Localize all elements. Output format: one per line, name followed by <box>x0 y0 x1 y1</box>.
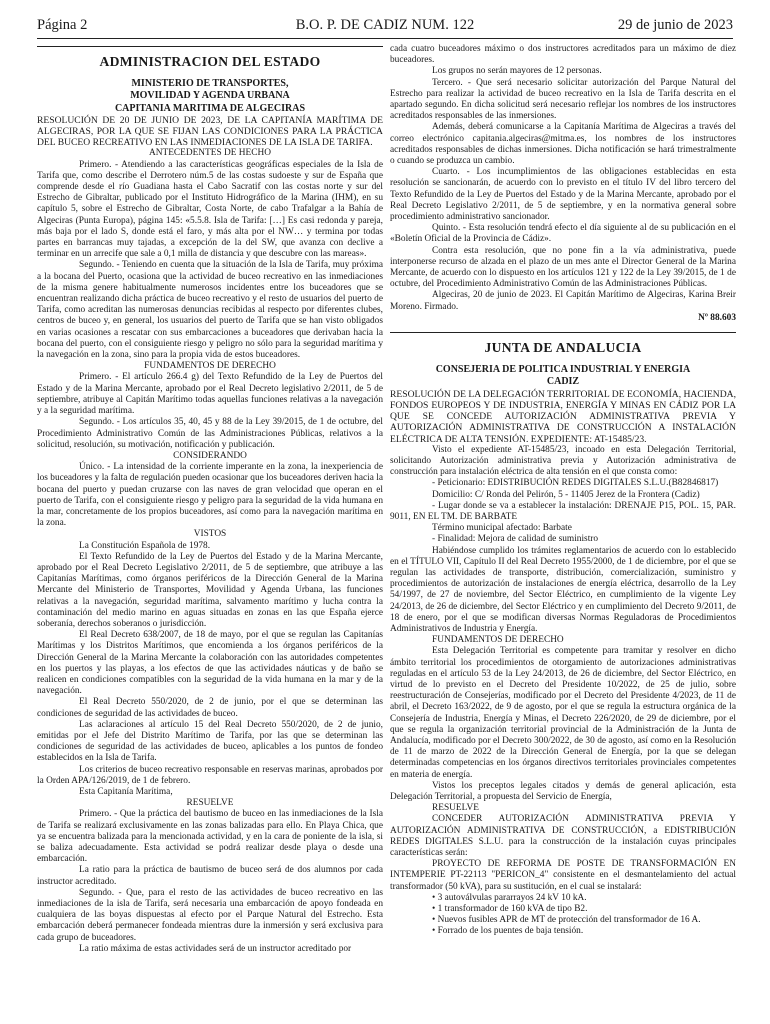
list-item: • Nuevos fusibles APR de MT de protección del transformador de 16 A. <box>432 915 701 926</box>
page-header <box>37 12 733 34</box>
header-rule <box>37 38 733 39</box>
paragraph: Primero. - Atendiendo a las características geográficas especiales de la Isla de Tarifa que, como describe el Derrotero núm.5 de las costas sudoeste y sur de España que comprende desde el río Guadiana hasta el Cabo Sacratif con las costas norte y sur del Estrecho de Gibraltar, publicado por el Instituto Hidrográfico de la Marina (IHM), en su capítulo 5, sobre el Estrecho de Gibraltar, Costa Norte, de cabo Trafalgar a la Bahía de Algeciras (Punta Europa), página 145: «5.5.8. Isla de Tarifa: […] Es casi redonda y pareja, más baja por el lado S, donde está el faro, y más alta por el NW… y termina por todas partes en barrancas muy tajadas, a excepción de la del SW, que avanza con declive a terminar en un arrecife que sale a 0,1 milla de distancia y que descubre con las mareas». <box>37 159 383 260</box>
heading-fundamentos: FUNDAMENTOS DE DERECHO <box>432 635 564 646</box>
issue-date: 29 de junio de 2023 <box>617 17 733 33</box>
section-divider <box>390 332 736 356</box>
section-divider <box>37 46 383 67</box>
section-title: ADMINISTRACION DEL ESTADO <box>99 54 321 69</box>
ministry-line: MINISTERIO DE TRANSPORTES, <box>131 78 289 90</box>
paragraph: cada cuatro buceadores máximo o dos instructores acreditados para un máximo de diez buceadores. <box>390 44 736 66</box>
paragraph: Esta Delegación Territorial es competente para tramitar y resolver en dicho ámbito territorial los procedimientos de otorgamiento de autorizaciones administrativas reguladas en el artículo 53 de la Ley 24/2013, de 26 de diciembre, del Sector Eléctrico, en virtud de lo previsto en el Decreto del Presidente 10/2022, de 25 de julio, sobre reestructuración de Consejerías, modificado por el Decreto del Presidente 4/2023, de 11 de abril, el Decreto 163/2022, de 9 de agosto, por el que se regula la estructura orgánica de la Consejería de Industria, Energía y Minas, el Decreto 226/2020, de 29 de diciembre, por el que se regula la organización territorial provincial de la Administración de la Junta de Andalucía, modificado por el Decreto 300/2022, de 30 de agosto, así como en la Resolución de 11 de marzo de 2022 de la Dirección General de Energía, por la que se delegan determinadas competencias en los órganos directivos territoriales provinciales competentes en materia de energía. <box>390 646 736 780</box>
paragraph: Visto el expediente AT-15485/23, incoado en esta Delegación Territorial, solicitando Autorización administrativa previa y Autorización administrativa de construcción para instalación eléctrica de alta tensión en el que consta como: <box>390 444 736 478</box>
paragraph: CONCEDER AUTORIZACIÓN ADMINISTRATIVA PREVIA Y AUTORIZACIÓN ADMINISTRATIVA DE CONSTRUCCIÓN, a EDISTRIBUCIÓN REDES DIGITALES S.L.U. para la construcción de la instalación cuyas principales características serán: <box>390 814 736 859</box>
paragraph: Tercero. - Que será necesario solicitar autorización del Parque Natural del Estrecho para realizar la actividad de buceo recreativo en la Isla de Tarifa descrita en el apartado segundo. En dicha solicitud será necesario reflejar los nombres de los instructores acreditados responsables de las inmersiones. <box>390 77 736 122</box>
paragraph: Los criterios de buceo recreativo responsable en reservas marinas, aprobados por la Orden APA/126/2019, de 1 de febrero. <box>37 764 383 786</box>
paragraph: Vistos los preceptos legales citados y demás de general aplicación, esta Delegación Territorial, a propuesta del Servicio de Energía, <box>390 780 736 802</box>
right-column <box>390 44 736 938</box>
paragraph: La ratio para la práctica de bautismo de buceo será de dos alumnos por cada instructor acreditado. <box>37 865 383 887</box>
paragraph: - Finalidad: Mejora de calidad de suministro <box>432 534 599 545</box>
left-column <box>37 44 383 955</box>
resolution-title: RESOLUCIÓN DE 20 DE JUNIO DE 2023, DE LA CAPITANÍA MARÍTIMA DE ALGECIRAS, POR LA QUE SE FIJAN LAS CONDICIONES PARA LA PRÁCTICA DEL BUCEO RECREATIVO EN LAS INMEDIACIONES DE LA ISLA DE TARIFA. <box>37 114 383 149</box>
resolution-title: RESOLUCIÓN DE LA DELEGACIÓN TERRITORIAL DE ECONOMÍA, HACIENDA, FONDOS EUROPEOS Y DE INDUSTRIA, ENERGÍA Y MINAS EN CÁDIZ POR LA QUE SE CONCEDE AUTORIZACIÓN ADMINISTRATIVA PREVIA Y AUTORIZACIÓN ADMINISTRATIVA DE CONSTRUCCIÓN A INSTALACIÓN ELÉCTRICA DE ALTA TENSIÓN. EXPEDIENTE: AT-15485/23. <box>390 388 736 445</box>
page-number: Página 2 <box>37 17 88 33</box>
paragraph: Las aclaraciones al artículo 15 del Real Decreto 550/2020, de 2 de junio, emitidas por el Jefe del Distrito Marítimo de Tarifa, por las que se determinan las condiciones de seguridad de las actividades de buceo, aplicables a los puntos de fondeo establecidos en la Isla de Tarifa. <box>37 719 383 764</box>
paragraph: Segundo. - Teniendo en cuenta que la situación de la Isla de Tarifa, muy próxima a la bocana del Puerto, ocasiona que la actividad de buceo recreativo en las inmediaciones de la misma genere habitualmente numerosos incidentes entre los buceadores que se encuentran realizando dicha práctica de buceo recreativo y el resto de usuarios del puerto de Tarifa, como acreditan las numerosas denuncias recibidas al respecto por diferentes clubes, centros de buceo y, en general, los usuarios del puerto de Tarifa que se han visto obligados en varias ocasiones a rescatar con sus embarcaciones a buceadores que derivaban hacia la bocana del puerto, con el consiguiente riesgo y peligro no sólo para la seguridad marítima y la navegación en la zona, sino para la propia vida de estos buceadores. <box>37 260 383 361</box>
paragraph: Los grupos no serán mayores de 12 personas. <box>432 66 602 77</box>
paragraph: Habiéndose cumplido los trámites reglamentarios de acuerdo con lo establecido en el TÍTULO VII, Capítulo II del Real Decreto 1955/2000, de 1 de diciembre, por el que se regulan las actividades de transporte, distribución, comercialización, suministro y procedimientos de autorización de instalaciones de energía eléctrica, desarrollo de la Ley 54/1997, de 27 de noviembre, del Sector Eléctrico, en cumplimiento de la vigente Ley 24/2013, de 26 de diciembre, del Sector Eléctrico y en cumplimiento del Decreto 9/2011, de 18 de enero, por el que se modifican diversas Normas Reguladoras de Procedimientos Administrativos de Industria y Energía. <box>390 545 736 634</box>
paragraph: Domicilio: C/ Ronda del Pelirón, 5 - 11405 Jerez de la Frontera (Cadiz) <box>432 489 700 500</box>
paragraph: - Peticionario: EDISTRIBUCIÓN REDES DIGITALES S.L.U.(B82846817) <box>432 478 719 489</box>
paragraph: Además, deberá comunicarse a la Capitanía Marítima de Algeciras a través del correo electrónico capitania.algeciras@mitma.es, los nombres de los instructores acreditados responsables de dichas inmersiones. Dicha notificación se hará trimestralmente o cuando se produzca un cambio. <box>390 122 736 167</box>
list-item: • 3 autoválvulas pararrayos 24 kV 10 kA. <box>432 892 587 903</box>
paragraph: Contra esta resolución, que no pone fin a la vía administrativa, puede interponerse recurso de alzada en el plazo de un mes ante el Director General de la Marina Mercante, de acuerdo con lo dispuesto en los artículos 121 y 122 de la Ley 39/2015, de 1 de octubre, del Procedimiento Administrativo Común de las Administraciones Públicas. <box>390 245 736 290</box>
paragraph: PROYECTO DE REFORMA DE POSTE DE TRANSFORMACIÓN EN INTEMPERIE PT-22113 "PERICON_4" consistente en el desmantelamiento del actual transformador (50 kVA), para su sustitución, en el cual se instalará: <box>390 859 736 892</box>
paragraph: - Lugar donde se va a establecer la instalación: DRENAJE P15, POL. 15, PAR. 9011, EN EL TM. DE BARBATE <box>390 500 736 522</box>
heading-antecedentes: ANTECEDENTES DE HECHO <box>149 148 271 159</box>
paragraph: La ratio máxima de estas actividades será de un instructor acreditado por <box>79 943 352 954</box>
paragraph: Único. - La intensidad de la corriente imperante en la zona, la inexperiencia de los buceadores y la falta de regulación pueden ocasionar que los buceadores deriven hacia la bocana del puerto y puedan cruzarse con las naves de gran velocidad que operan en el puerto de Tarifa, con el consiguiente riesgo y peligro para la seguridad de la vida humana en la mar, concretamente de los propios buceadores, así como para la navegación marítima en la zona. <box>37 462 383 529</box>
heading-considerando: CONSIDERANDO <box>173 450 247 461</box>
paragraph: Esta Capitanía Marítima, <box>79 787 173 797</box>
paragraph: Primero. - Que la práctica del bautismo de buceo en las inmediaciones de la Isla de Tarifa se realizará exclusivamente en las zonas balizadas para ello. En Playa Chica, que ya se encuentra balizada para la mencionada actividad, y en la cara de poniente de la isla, si se baliza adecuadamente. Esta actividad se podrá realizar desde playa o desde una embarcación. <box>37 809 383 865</box>
agency-line: CADIZ <box>546 376 580 388</box>
heading-resuelve: RESUELVE <box>432 803 479 814</box>
section-title: JUNTA DE ANDALUCIA <box>484 340 642 356</box>
agency-line: CONSEJERIA DE POLITICA INDUSTRIAL Y ENERGIA <box>435 364 691 376</box>
ministry-line: MOVILIDAD Y AGENDA URBANA <box>130 90 290 102</box>
paragraph: Cuarto. - Los incumplimientos de las obligaciones establecidas en esta resolución se sancionarán, de acuerdo con lo previsto en el título IV del libro tercero del Texto Refundido de la Ley de Puertos del Estado y de la Marina Mercante, aprobado por el Real Decreto Legislativo 2/2011, de 5 de septiembre, y en la normativa general sobre procedimiento administrativo sancionador. <box>390 167 736 223</box>
paragraph: El Texto Refundido de la Ley de Puertos del Estado y de la Marina Mercante, aprobado por el Real Decreto Legislativo 2/2011, de 5 de septiembre, que atribuye a las Capitanías Marítimas, como órganos periféricos de la Dirección General de la Marina Mercante del Ministerio de Transportes, Movilidad y Agenda Urbana, las funciones relativas a la navegación, seguridad marítima, salvamento marítimo y lucha contra la contaminación del medio marino en aguas situadas en zonas en las que España ejerce soberanía, derechos soberanos o jurisdicción. <box>37 551 383 629</box>
paragraph: El Real Decreto 550/2020, de 2 de junio, por el que se determinan las condiciones de seguridad de las actividades de buceo. <box>37 697 383 719</box>
list-item: • 1 transformador de 160 kVA de tipo B2. <box>432 904 588 915</box>
paragraph: El Real Decreto 638/2007, de 18 de mayo, por el que se regulan las Capitanías Marítimas y los Distritos Marítimos, que encomienda a los órganos periféricos de la Dirección General de la Marina Mercante la colaboración con las autoridades competentes en los puertos y las playas, a los efectos de que las actividades náuticas y de baño se realicen en condiciones compatibles con la seguridad de la vida humana en la mar y de la navegación. <box>37 630 383 697</box>
paragraph: Término municipal afectado: Barbate <box>432 523 572 534</box>
heading-vistos: VISTOS <box>193 529 227 540</box>
heading-fundamentos: FUNDAMENTOS DE DERECHO <box>144 361 276 372</box>
paragraph: Algeciras, 20 de junio de 2023. El Capitán Marítimo de Algeciras, Karina Breir Moreno. Firmado. <box>390 290 736 312</box>
paragraph: Quinto. - Esta resolución tendrá efecto el día siguiente al de su publicación en el «Boletín Oficial de la Provincia de Cádiz». <box>390 223 736 245</box>
heading-resuelve: RESUELVE <box>186 798 234 809</box>
list-item: • Forrado de los puentes de baja tensión. <box>432 926 584 937</box>
paragraph: La Constitución Española de 1978. <box>79 540 211 551</box>
publication-number: Nº 88.603 <box>698 312 736 323</box>
paragraph: Segundo. - Que, para el resto de las actividades de buceo recreativo en las inmediaciones de la isla de Tarifa, será necesaria una embarcación de apoyo fondeada en cualquiera de las boyas dispuestas al efecto por el Parque Natural del Estrecho. Esta embarcación deberá permanecer fondeada mientras dure la inmersión y será exclusiva para cada grupo de buceadores. <box>37 887 383 943</box>
paragraph: Primero. - El artículo 266.4 g) del Texto Refundido de la Ley de Puertos del Estado y de la Marina Mercante, aprobado por el Real Decreto legislativo 2/2011, de 5 de septiembre, atribuye al Capitán Marítimo todas aquellas funciones relativas a la navegación y a la seguridad marítima. <box>37 372 383 417</box>
paragraph: Segundo. - Los artículos 35, 40, 45 y 88 de la Ley 39/2015, de 1 de octubre, del Procedimiento Administrativo Común de las Administraciones Públicas, relativos a la solicitud, resolución, su motivación, notificación y publicación. <box>37 417 383 450</box>
bulletin-title: B.O. P. DE CADIZ NUM. 122 <box>295 17 475 33</box>
agency-line: CAPITANIA MARITIMA DE ALGECIRAS <box>114 102 306 114</box>
spacer <box>390 324 736 330</box>
